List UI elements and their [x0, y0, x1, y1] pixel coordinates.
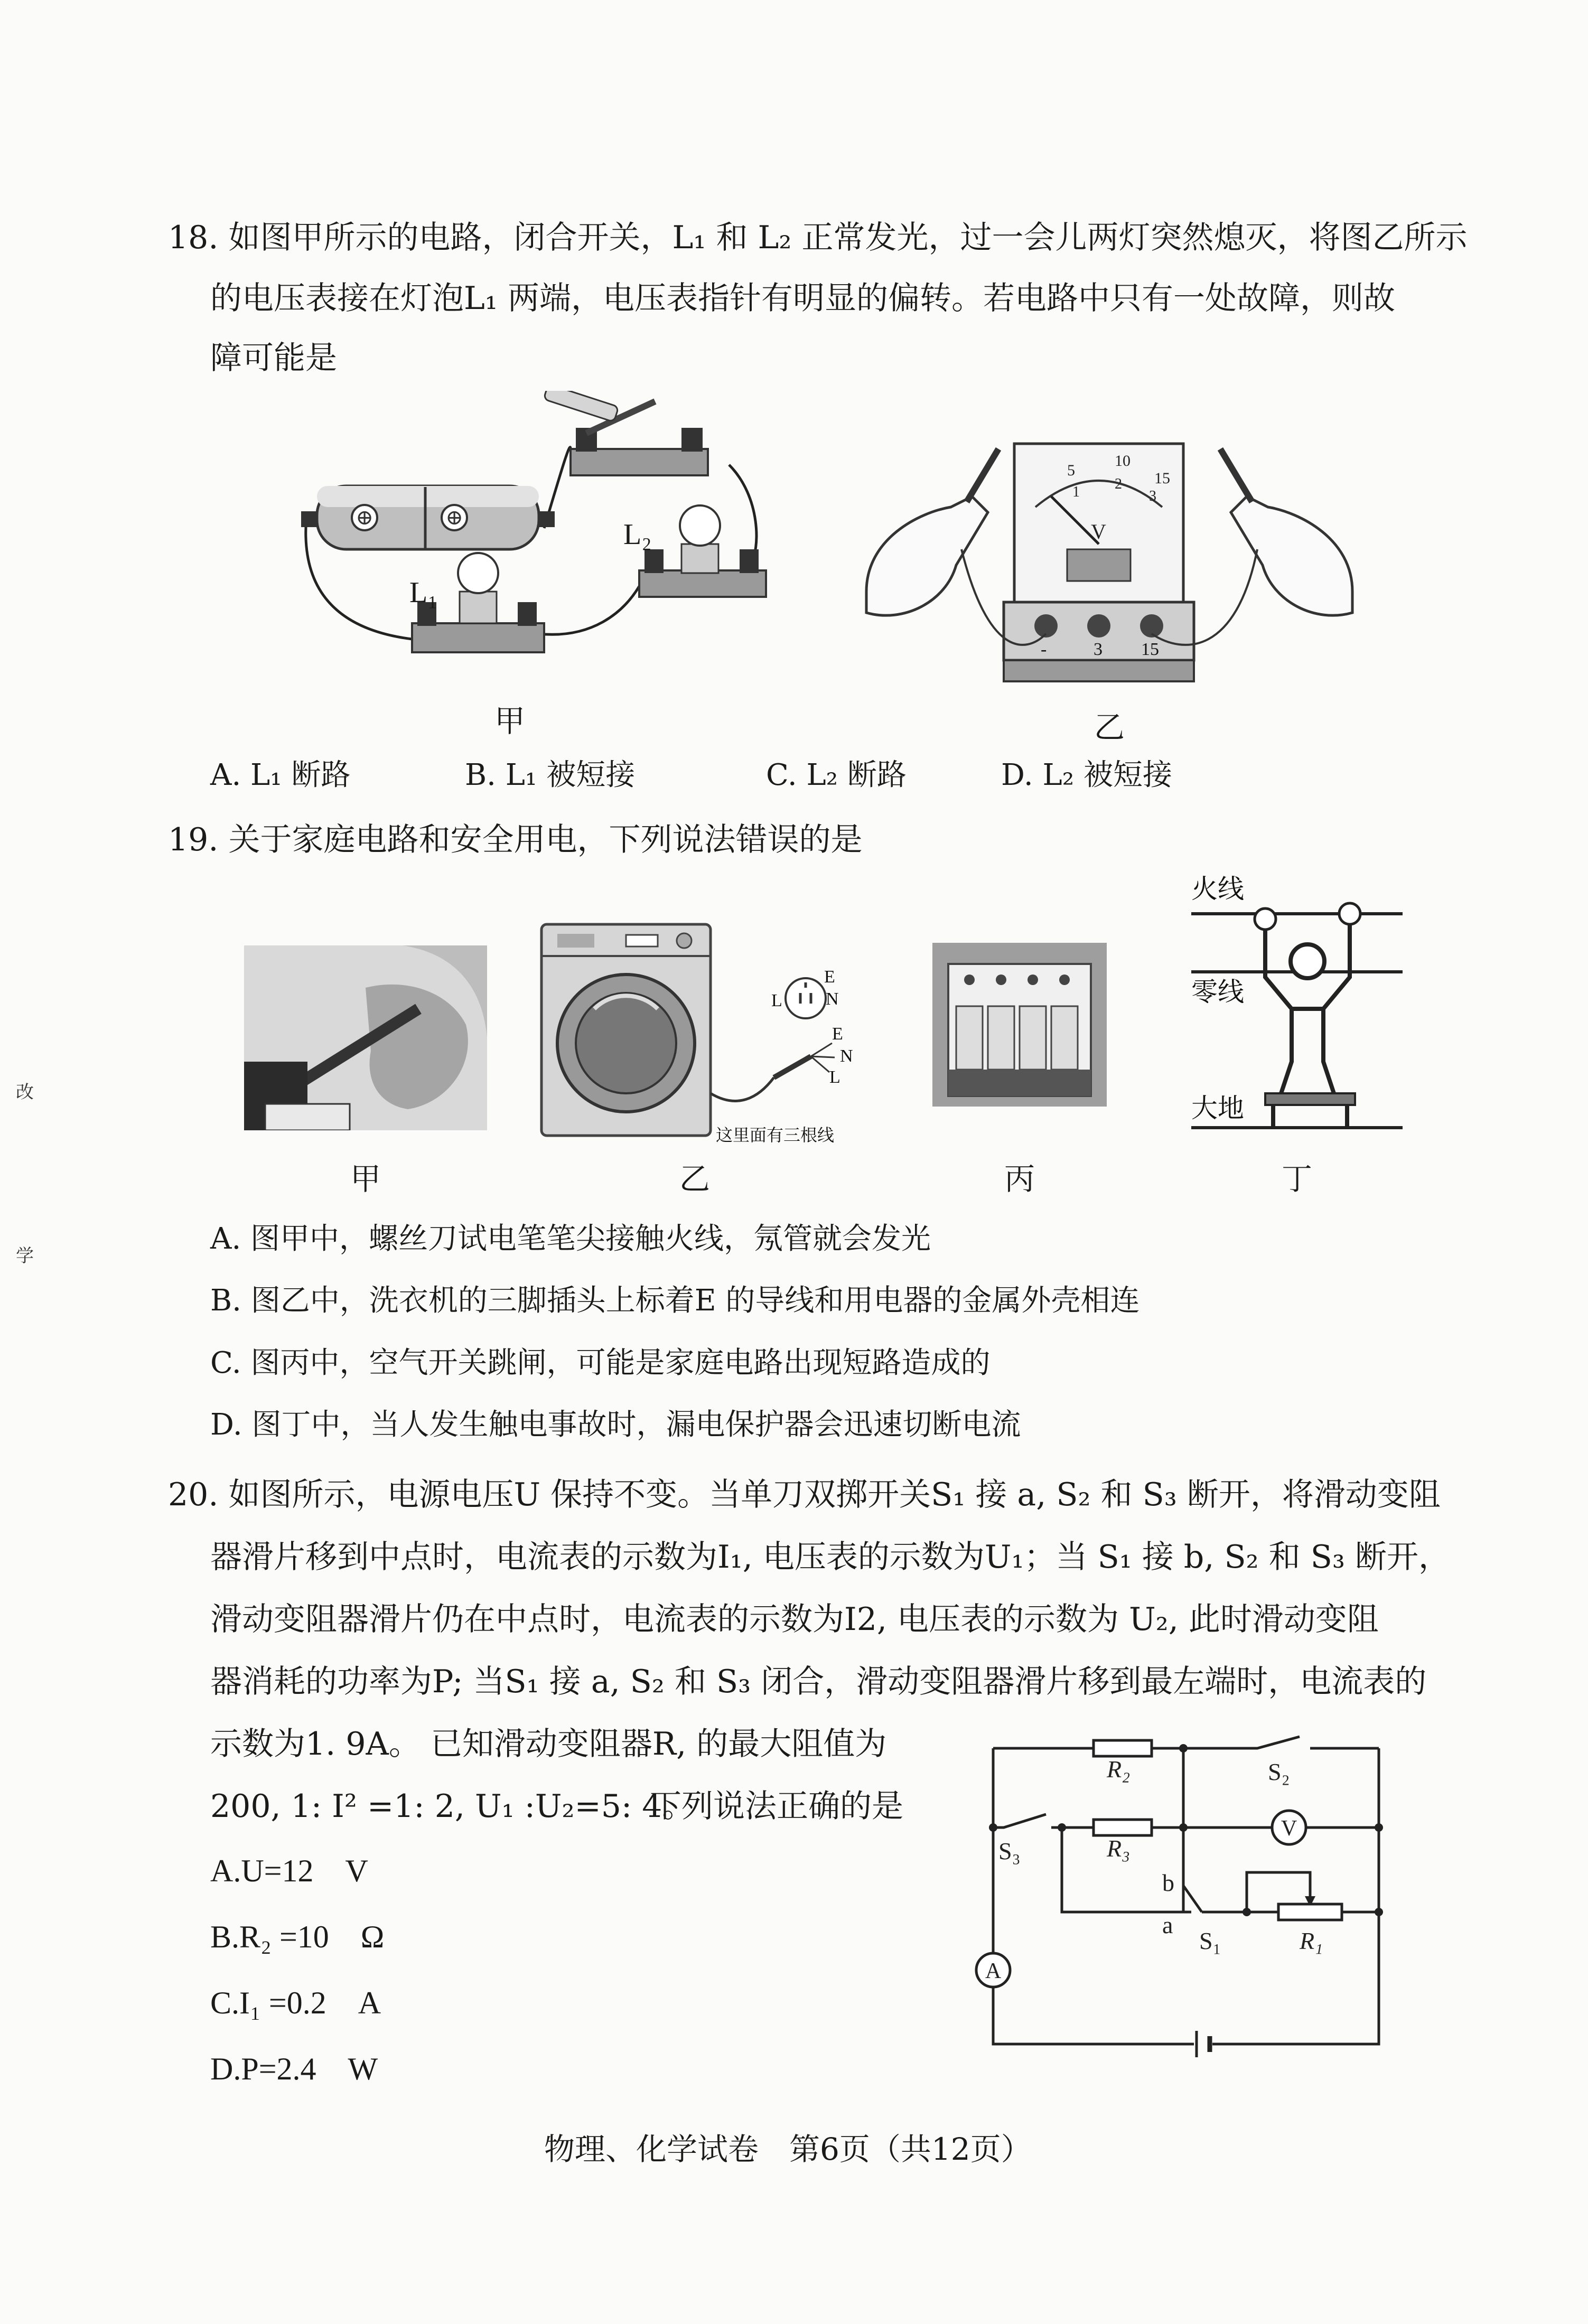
photo-air-switch [932, 943, 1107, 1107]
zero-wire-label: 零线 [1191, 977, 1244, 1007]
q19-option: D. 图丁中，当人发生触电事故时，漏电保护器会迅速切断电流 [210, 1408, 1021, 1442]
q20-line: 示数为1. 9A。 已知滑动变阻器R, 的最大阻值为 [210, 1726, 887, 1763]
voltmeter-photo-yi [856, 433, 1363, 708]
diagram-shock-person [1186, 872, 1408, 1146]
q20-line: 下列说法正确的是 [650, 1788, 903, 1825]
resistor-r1 [1278, 1904, 1342, 1920]
q19-option: B. 图乙中，洗衣机的三脚插头上标着E 的导线和用电器的金属外壳相连 [210, 1283, 1140, 1318]
bulb-l2 [623, 505, 766, 597]
q18-line: 障可能是 [210, 340, 337, 377]
photo-washing-machine [536, 919, 864, 1146]
q20-line: 器消耗的功率为P; 当S₁ 接 a, S₂ 和 S₃ 闭合，滑动变阻器滑片移到最左端时，电流表的 [210, 1663, 1427, 1700]
label-l1: L₁ [409, 576, 438, 609]
q18-option: B. L₁ 被短接 [465, 758, 636, 792]
q18-option: D. L₂ 被短接 [1001, 758, 1172, 792]
plug-label-n: N [840, 1046, 853, 1066]
q20-option: A.U=12 V [210, 1853, 368, 1888]
terminal-label: - [1041, 640, 1047, 659]
ammeter-letter: A [985, 1959, 1002, 1983]
label-s3: S₃ [998, 1838, 1021, 1864]
label-b: b [1162, 1869, 1174, 1896]
margin-note: 改 [16, 1082, 34, 1103]
svg-text:⊕: ⊕ [445, 505, 463, 529]
resistor-r2 [1094, 1740, 1152, 1756]
bulb-l1 [409, 553, 544, 652]
label-s1: S₁ [1199, 1927, 1221, 1954]
q18-line: 18. 如图甲所示的电路，闭合开关，L₁ 和 L₂ 正常发光，过一会儿两灯突然熄灭，将图乙所示 [168, 219, 1468, 256]
voltmeter-letter: V [1281, 1816, 1297, 1841]
q19-line: 19. 关于家庭电路和安全用电，下列说法错误的是 [168, 821, 863, 858]
scale-label: 10 [1115, 452, 1131, 470]
q20-option: B.R₂ =10 Ω [210, 1919, 385, 1954]
scale-label: 1 [1072, 484, 1080, 500]
socket-label-n: N [826, 989, 839, 1009]
scale-label: 3 [1149, 488, 1156, 504]
q20-line: 滑动变阻器滑片仍在中点时，电流表的示数为I2, 电压表的示数为 U₂, 此时滑动变阻 [210, 1601, 1379, 1638]
q18-option: C. L₂ 断路 [766, 758, 907, 792]
label-r2: R₂ [1107, 1756, 1131, 1783]
label-s2: S₂ [1268, 1758, 1290, 1785]
caption-jia: 甲 [494, 703, 525, 739]
label-l2: L₂ [623, 518, 652, 551]
right-hand [1231, 496, 1352, 615]
terminal-label: 15 [1141, 640, 1159, 659]
terminal-label: 3 [1094, 640, 1103, 659]
q18-option: A. L₁ 断路 [210, 758, 351, 792]
left-hand [866, 496, 988, 615]
label-r3: R₃ [1107, 1835, 1131, 1862]
q20-line: 200, 1: I² =1: 2, U₁ :U₂=5: 4。 [210, 1788, 694, 1825]
scale-label: 2 [1115, 476, 1122, 492]
caption-yi: 乙 [1094, 709, 1125, 745]
circuit-photo-jia [296, 391, 782, 687]
q19-option: C. 图丙中，空气开关跳闸，可能是家庭电路出现短路造成的 [210, 1346, 991, 1380]
q20-line: 20. 如图所示，电源电压U 保持不变。当单刀双掷开关S₁ 接 a, S₂ 和 S₃ 断开，将滑动变阻 [168, 1476, 1441, 1513]
scale-label: 5 [1067, 462, 1075, 479]
scale-label: 15 [1154, 470, 1170, 487]
caption-yi: 乙 [679, 1161, 710, 1197]
fire-wire-label: 火线 [1191, 874, 1244, 904]
caption-bing: 丙 [1004, 1161, 1035, 1197]
socket-label-e: E [824, 967, 835, 987]
q20-option: C.I₁ =0.2 A [210, 1985, 381, 2020]
caption-jia: 甲 [350, 1161, 381, 1197]
page-footer: 物理、化学试卷 第6页（共12页） [544, 2131, 1032, 2167]
plug-label-l: L [829, 1067, 840, 1087]
circuit-diagram-q20 [961, 1727, 1410, 2065]
socket-label-l: L [771, 991, 782, 1010]
meter-letter: V [1091, 520, 1106, 543]
label-a: a [1162, 1911, 1173, 1938]
svg-text:⊕: ⊕ [356, 505, 373, 529]
knife-switch [544, 391, 708, 475]
q18-line: 的电压表接在灯泡L₁ 两端，电压表指针有明显的偏转。若电路中只有一处故障，则故 [210, 280, 1395, 317]
caption-ding: 丁 [1281, 1161, 1312, 1197]
margin-note: 学 [16, 1245, 34, 1267]
plug-label-e: E [832, 1024, 843, 1044]
label-r1: R₁ [1300, 1927, 1323, 1954]
three-wires-note: 这里面有三根线 [716, 1126, 835, 1145]
q20-option: D.P=2.4 W [210, 2051, 378, 2086]
photo-test-pen [244, 945, 487, 1130]
q20-line: 器滑片移到中点时，电流表的示数为I₁, 电压表的示数为U₁；当 S₁ 接 b, S₂ 和 S₃ 断开， [210, 1539, 1450, 1576]
q19-option: A. 图甲中，螺丝刀试电笔笔尖接触火线，氖管就会发光 [210, 1222, 931, 1256]
battery-pack [301, 486, 555, 549]
earth-label: 大地 [1191, 1093, 1244, 1123]
resistor-r3 [1094, 1820, 1152, 1835]
